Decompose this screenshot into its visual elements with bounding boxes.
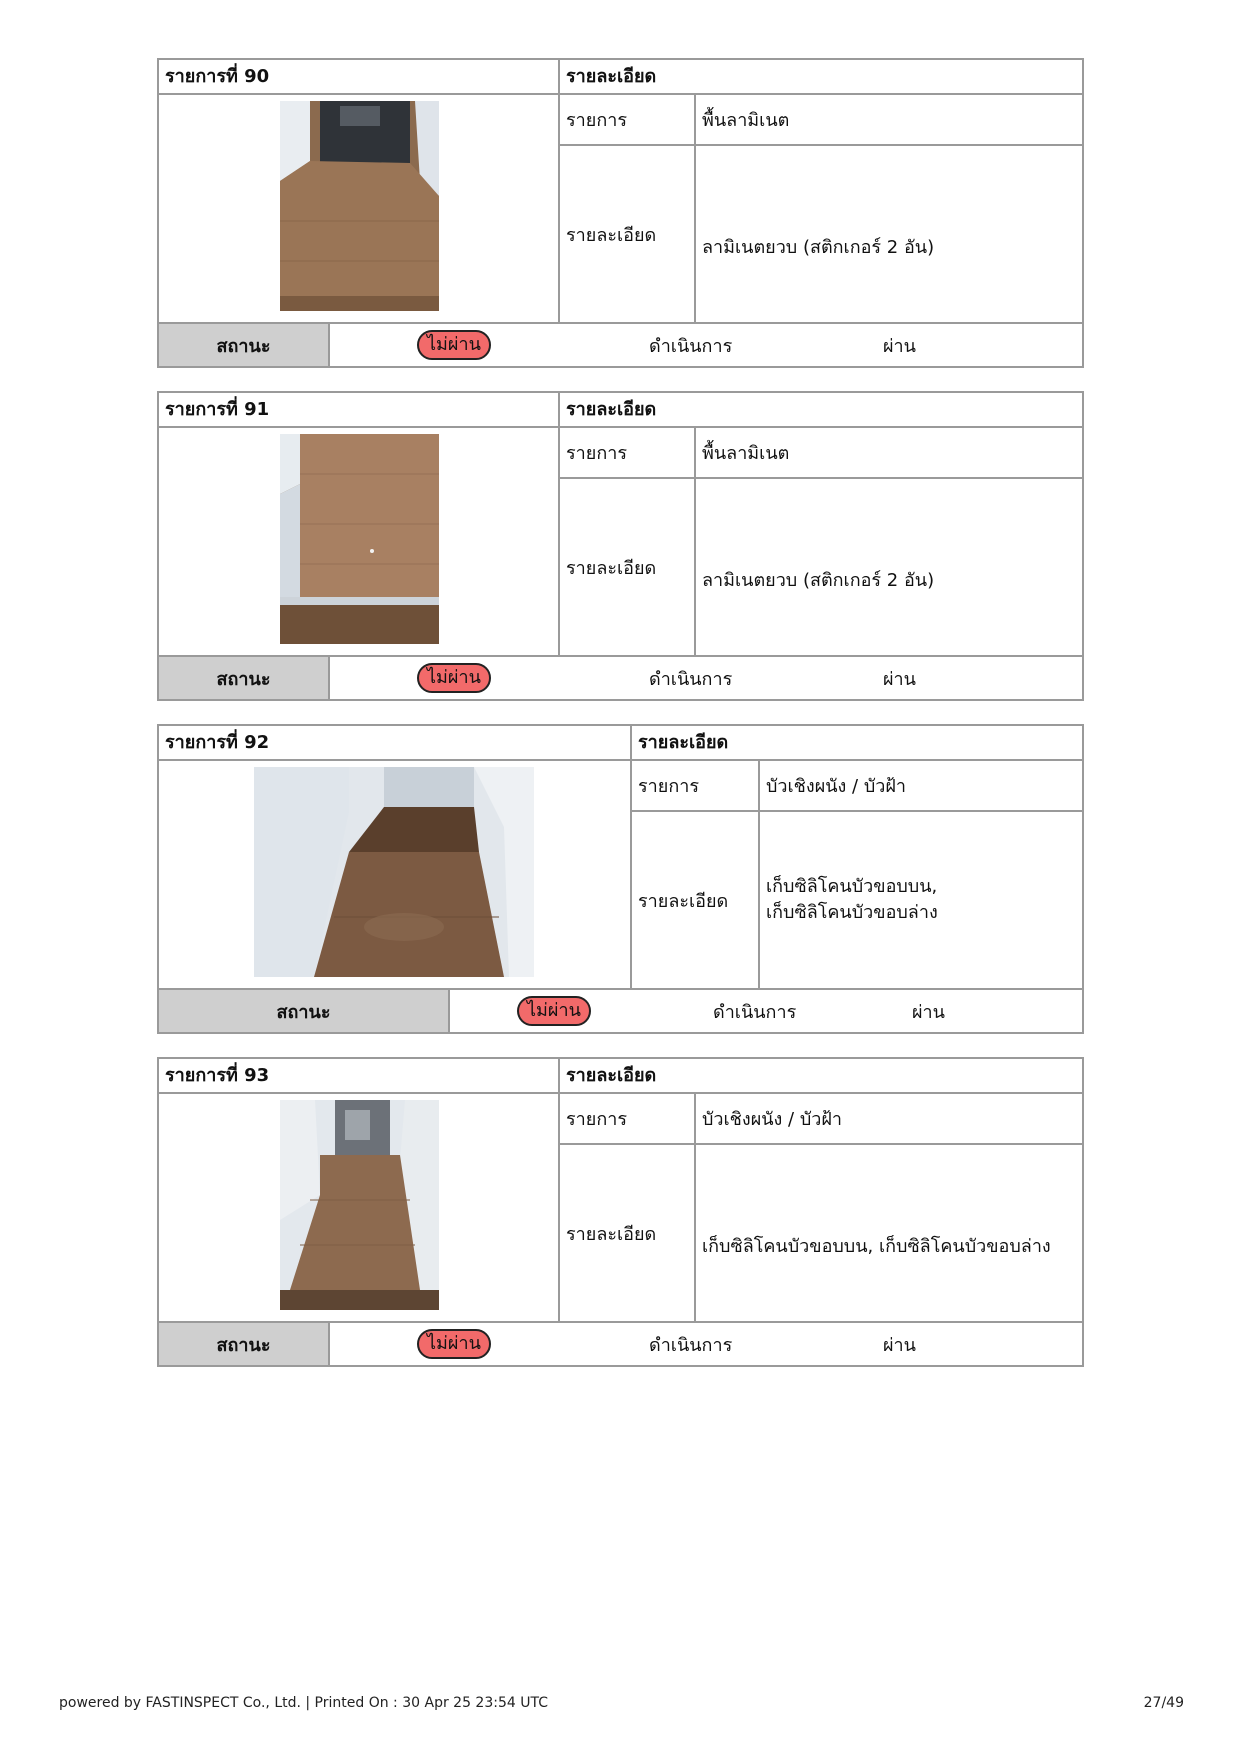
detail-label: รายละเอียด — [558, 146, 696, 322]
photo-cell — [159, 95, 558, 322]
detail-value: ลามิเนตยวบ (สติกเกอร์ 2 อัน) — [694, 146, 1082, 322]
details-heading: รายละเอียด — [630, 726, 1082, 761]
detail-value: ลามิเนตยวบ (สติกเกอร์ 2 อัน) — [694, 479, 1082, 655]
photo-image — [254, 767, 534, 977]
status-option-pass[interactable]: ผ่าน — [883, 668, 916, 690]
photo-image — [280, 434, 439, 644]
status-label: สถานะ — [159, 1323, 330, 1365]
floor-photo-icon — [280, 101, 439, 311]
item-label: รายการ — [558, 95, 696, 144]
fail-badge: ไม่ผ่าน — [517, 996, 591, 1026]
item-label: รายการ — [558, 428, 696, 477]
floor-photo-icon — [280, 1100, 439, 1310]
status-bar — [159, 655, 1082, 699]
status-bar — [159, 322, 1082, 366]
status-label: สถานะ — [159, 657, 330, 699]
item-value: บัวเชิงผนัง / บัวฝ้า — [758, 761, 1082, 810]
status-bar — [159, 1321, 1082, 1365]
inspection-item-card — [157, 1057, 1084, 1367]
fail-badge: ไม่ผ่าน — [417, 663, 491, 693]
photo-cell — [159, 1094, 558, 1321]
status-option-fail[interactable] — [517, 990, 591, 1032]
status-option-in-progress[interactable]: ดำเนินการ — [713, 1001, 797, 1023]
details-heading: รายละเอียด — [558, 393, 1082, 428]
detail-label: รายละเอียด — [558, 1145, 696, 1321]
footer-credit: powered by FASTINSPECT Co., Ltd. | Printed On : 30 Apr 25 23:54 UTC — [59, 1695, 548, 1711]
fail-badge: ไม่ผ่าน — [417, 330, 491, 360]
status-bar — [159, 988, 1082, 1032]
photo-image — [280, 101, 439, 311]
status-option-fail[interactable] — [417, 657, 491, 699]
item-label: รายการ — [630, 761, 760, 810]
item-value: บัวเชิงผนัง / บัวฝ้า — [694, 1094, 1082, 1143]
photo-image — [280, 1100, 439, 1310]
item-value: พื้นลามิเนต — [694, 428, 1082, 477]
inspection-item-card — [157, 724, 1084, 1034]
status-option-in-progress[interactable]: ดำเนินการ — [649, 335, 733, 357]
item-value: พื้นลามิเนต — [694, 95, 1082, 144]
inspection-item-card — [157, 391, 1084, 701]
floor-photo-icon — [280, 434, 439, 644]
status-option-pass[interactable]: ผ่าน — [883, 335, 916, 357]
status-label: สถานะ — [159, 990, 450, 1032]
item-heading: รายการที่ 92 — [159, 726, 632, 761]
fail-badge: ไม่ผ่าน — [417, 1329, 491, 1359]
item-heading: รายการที่ 93 — [159, 1059, 560, 1094]
status-option-in-progress[interactable]: ดำเนินการ — [649, 1334, 733, 1356]
detail-value: เก็บซิลิโคนบัวขอบบน, เก็บซิลิโคนบัวขอบล่าง — [758, 812, 1082, 988]
photo-cell — [159, 428, 558, 655]
photo-cell — [159, 761, 630, 988]
status-option-fail[interactable] — [417, 324, 491, 366]
item-label: รายการ — [558, 1094, 696, 1143]
details-heading: รายละเอียด — [558, 1059, 1082, 1094]
item-heading: รายการที่ 91 — [159, 393, 560, 428]
detail-label: รายละเอียด — [630, 812, 760, 988]
status-option-pass[interactable]: ผ่าน — [912, 1001, 945, 1023]
page-number: 27/49 — [1143, 1695, 1184, 1711]
status-option-in-progress[interactable]: ดำเนินการ — [649, 668, 733, 690]
item-heading: รายการที่ 90 — [159, 60, 560, 95]
inspection-item-card — [157, 58, 1084, 368]
status-option-pass[interactable]: ผ่าน — [883, 1334, 916, 1356]
details-heading: รายละเอียด — [558, 60, 1082, 95]
floor-photo-icon — [254, 767, 534, 977]
status-option-fail[interactable] — [417, 1323, 491, 1365]
detail-label: รายละเอียด — [558, 479, 696, 655]
status-label: สถานะ — [159, 324, 330, 366]
detail-value: เก็บซิลิโคนบัวขอบบน, เก็บซิลิโคนบัวขอบล่าง — [694, 1145, 1082, 1321]
